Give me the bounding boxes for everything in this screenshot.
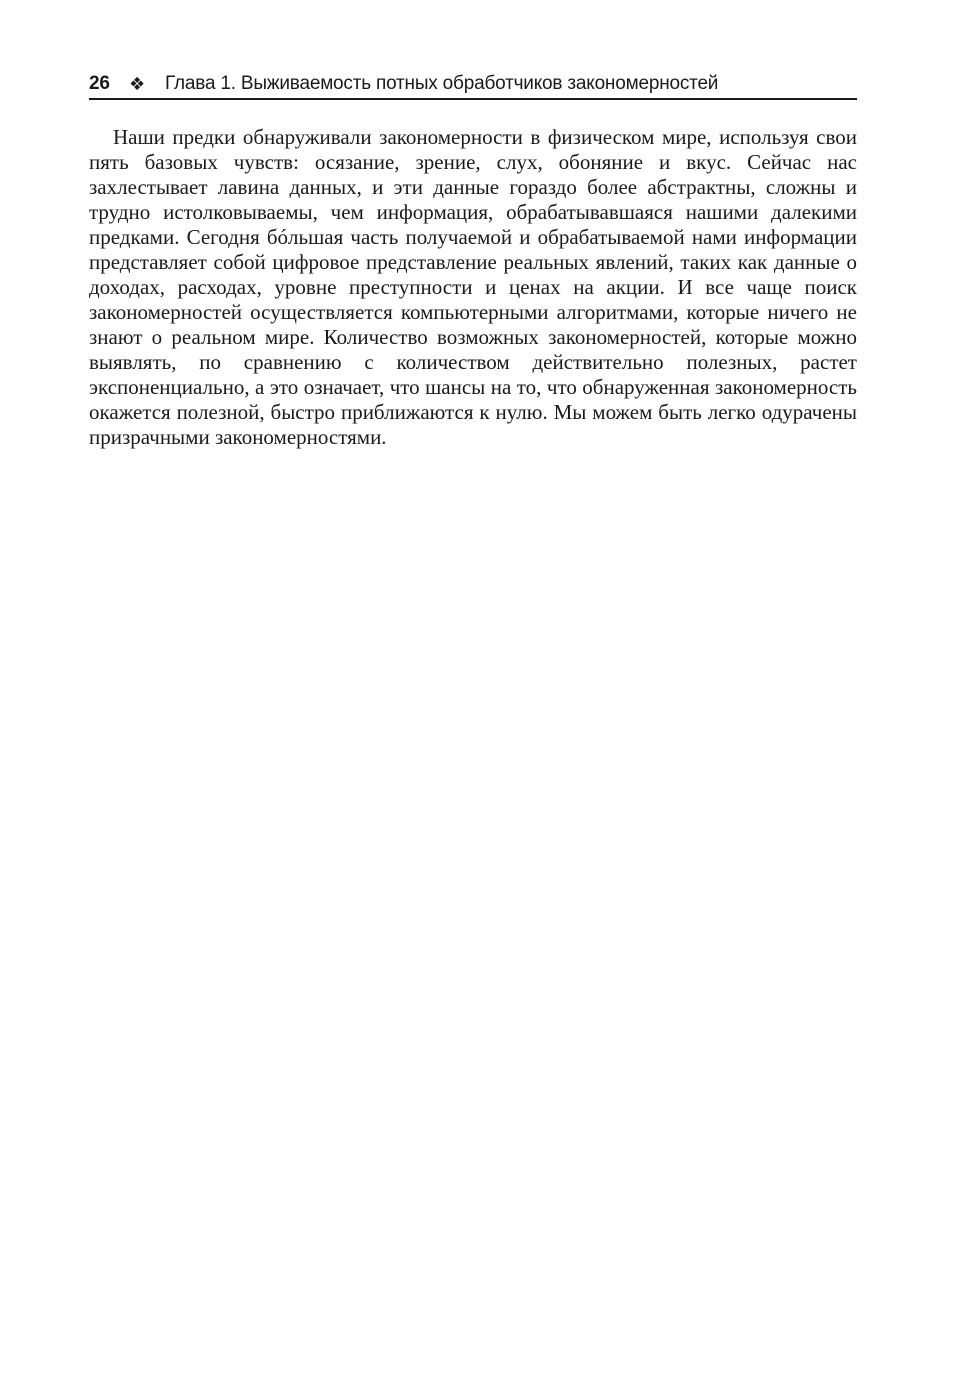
page-number: 26 — [89, 73, 110, 94]
body-paragraph: Наши предки обнаруживали закономерности в физическом мире, используя свои пять базовых чувств: осязание, зрение, слух, обоняние и вкус. Сейчас нас захлестывает лавина данных, и эти данные гораздо более абстрактны, сложны и трудно истолковываемы, чем информация, обрабатывавшаяся нашими далекими предками. Сегодня бóльшая часть получаемой и обрабатываемой нами информации представляет собой цифровое представление реальных явлений, таких как данные о доходах, расходах, уровне преступности и ценах на акции. И все чаще поиск закономерностей осуществляется компьютерными алгоритмами, которые ничего не знают о реальном мире. Количество возможных закономерностей, которые можно выявлять, по сравнению с количеством действительно полезных, растет экспоненциально, а это означает, что шансы на то, что обнаруженная закономерность окажется полезной, быстро приближаются к нулю. Мы можем быть легко одурачены призрачными закономерностями. — [89, 125, 857, 449]
ornament-icon: ❖ — [129, 73, 145, 94]
running-header — [89, 70, 857, 100]
chapter-title: Глава 1. Выживаемость потных обработчиков закономерностей — [165, 73, 719, 94]
